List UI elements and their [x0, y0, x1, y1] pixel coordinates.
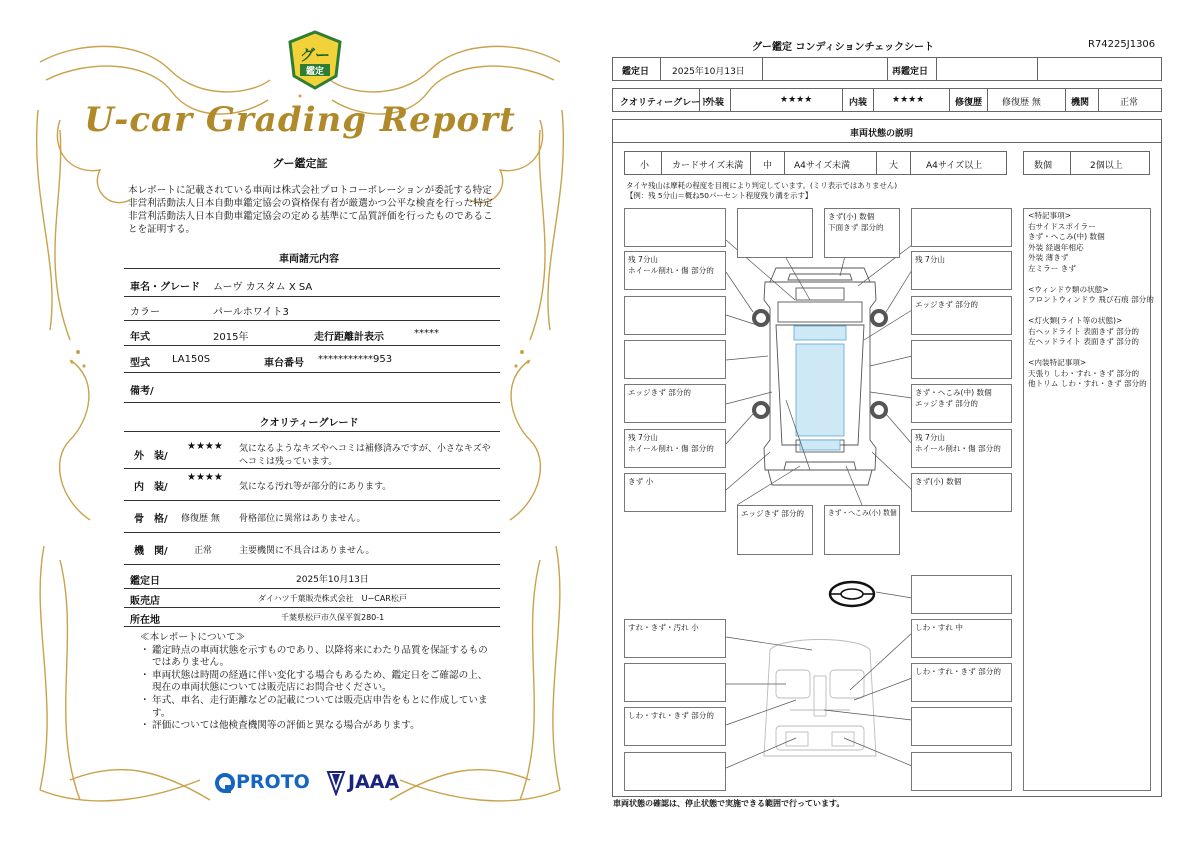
ann-int-left-1: すれ・きず・汚れ 小 — [628, 623, 699, 632]
ann-left-edge: エッジきず 部分的 — [628, 388, 692, 397]
date-label: 鑑定日 — [130, 576, 160, 587]
ann-right-rtire-2: ホイール削れ・傷 部分的 — [915, 444, 1001, 453]
ann-left-tire-2: ホイール削れ・傷 部分的 — [628, 266, 714, 275]
annotation-box — [624, 619, 726, 658]
ann-int-right-2: しわ・すれ・きず 部分的 — [915, 667, 1001, 676]
jaaa-logo-icon — [326, 770, 346, 800]
certificate-title: グー鑑定証 — [272, 157, 328, 170]
sheet-footnote: 車両状態の確認は、停止状態で実施できる範囲で行っています。 — [613, 799, 845, 808]
name-label: 車名・グレード — [130, 282, 200, 293]
annotation-box — [824, 505, 900, 555]
svg-text:鑑定: 鑑定 — [305, 67, 325, 77]
divider — [124, 268, 500, 269]
remark-line: 外装 薄きず — [1028, 253, 1069, 262]
remark-line: 右ヘッドライト 表面きず 部分的 — [1028, 326, 1139, 336]
size-s-desc: カードサイズ未満 — [672, 161, 744, 171]
ext-label: 外装 — [706, 98, 725, 108]
annotation-box — [624, 752, 726, 791]
dealer-label: 販売店 — [130, 596, 160, 607]
section-title: 車両状態の説明 — [850, 129, 914, 139]
engine-value: 正常 — [1120, 98, 1139, 108]
remark-line: 右サイドスポイラー — [1028, 221, 1096, 231]
size-l: 大 — [889, 161, 899, 171]
engine-value: 正常 — [194, 546, 213, 556]
ann-left-rtire-2: ホイール削れ・傷 部分的 — [628, 444, 714, 453]
grade-label: クオリティーグレード — [620, 98, 710, 108]
remark-line: 左ミラー きず — [1028, 263, 1076, 273]
divider — [124, 588, 500, 589]
remark-line: 天張り しわ・すれ・きず 部分的 — [1028, 368, 1140, 378]
annotation-box — [624, 296, 726, 335]
remark-line: <ウィンドウ類の状態> — [1028, 284, 1109, 294]
year-label: 年式 — [130, 332, 150, 343]
condition-check-sheet — [600, 0, 1200, 848]
divider — [124, 296, 500, 297]
annotation-box — [737, 505, 813, 555]
note-item: ・ 鑑定時点の車両状態を示すものであり、以降将来にわたり品質を保証するものではありません。 — [140, 645, 496, 670]
model-label: 型式 — [130, 358, 150, 369]
annotation-box — [911, 663, 1012, 702]
annotation-box — [911, 473, 1012, 512]
sheet-title: グー鑑定 コンディションチェックシート — [752, 42, 935, 53]
annotation-box — [911, 619, 1012, 658]
annotation-box — [624, 429, 726, 468]
ext-stars: ★★★★ — [780, 95, 813, 105]
size-m: 中 — [763, 161, 773, 171]
divider — [124, 607, 500, 608]
divider — [124, 345, 500, 346]
tire-note-2: 【例：残 5分山＝概ね50パーセント程度残り溝を示す】 — [626, 191, 813, 200]
ann-right-dent-2: エッジきず 部分的 — [915, 399, 979, 408]
quality-heading: クオリティーグレード — [259, 418, 359, 429]
ann-right-edge: エッジきず 部分的 — [915, 300, 979, 309]
address-label: 所在地 — [130, 615, 160, 626]
remark-line — [1028, 348, 1154, 359]
interior-stars: ★★★★ — [187, 472, 223, 483]
annotation-box — [911, 208, 1012, 247]
certificate-intro: 本レポートに記載されている車両は株式会社プロトコーポレーションが委託する特定非営利活動法人日本自動車鑑定協会の資格保有者が厳選かつ公平な検査を行った特定非営利活動法人日本自動車鑑定協会の定める基準にて品質評価を行ったものであることを証明する。 — [128, 185, 493, 235]
mileage-value: ***** — [414, 328, 439, 339]
report-notes — [140, 632, 496, 733]
repair-label: 修復歴 — [955, 98, 983, 108]
size-m-desc: A4サイズ未満 — [794, 161, 851, 171]
annotation-box — [911, 340, 1012, 379]
annotation-box — [911, 296, 1012, 335]
engine-label: 機 関/ — [134, 546, 168, 557]
frame-value: 修復歴 無 — [181, 514, 220, 524]
engine-text: 主要機関に不具合はありません。 — [239, 546, 375, 556]
color-value: パールホワイト3 — [213, 307, 289, 318]
model-value: LA150S — [172, 354, 211, 365]
ann-top-mid-1: きず(小) 数個 — [828, 212, 875, 221]
dealer-value: ダイハツ千葉販売株式会社 U−CAR松戸 — [258, 594, 407, 603]
annotation-box — [911, 752, 1012, 791]
ann-right-tire-1: 残 7分山 — [915, 255, 946, 264]
annotation-box — [624, 340, 726, 379]
sheet-date-value: 2025年10月13日 — [672, 67, 745, 77]
ann-left-small: きず 小 — [628, 477, 654, 486]
remark-line: 左ヘッドライト 表面きず 部分的 — [1028, 337, 1139, 346]
remark-line — [1028, 306, 1154, 317]
size-s: 小 — [640, 161, 650, 171]
note-item: ・ 評価については他検査機関等の評価と異なる場合があります。 — [140, 720, 496, 733]
remarks-box — [1023, 208, 1154, 791]
remark-line: フロントウィンドウ 飛び石痕 部分的 — [1028, 295, 1154, 304]
proto-logo-icon — [214, 772, 236, 798]
ann-int-right-1: しわ・すれ 中 — [915, 623, 963, 632]
ann-bottom-left: エッジきず 部分的 — [741, 509, 805, 518]
remark-line — [1028, 274, 1154, 285]
engine-label: 機関 — [1071, 98, 1090, 108]
spec-heading: 車両諸元内容 — [279, 254, 339, 265]
report-script-title: U-car Grading Report — [84, 100, 516, 140]
remark-line: 外装 経過年相応 — [1028, 242, 1084, 252]
ann-int-left-2: しわ・すれ・きず 部分的 — [628, 711, 714, 720]
int-label: 内装 — [849, 98, 868, 108]
year-value: 2015年 — [213, 332, 249, 343]
remark-line: 他トリム しわ・すれ・きず 部分的 — [1028, 379, 1147, 388]
annotation-box — [911, 707, 1012, 746]
note-item: ・ 年式、車名、走行距離などの記載については販売店申告をもとに作成しています。 — [140, 695, 496, 720]
ann-bottom-mid: きず・へこみ(小) 数個 — [828, 509, 897, 517]
ann-top-mid-2: 下面きず 部分的 — [828, 223, 884, 232]
size-l-desc: A4サイズ以上 — [926, 161, 983, 171]
exterior-label: 外 装/ — [134, 451, 168, 462]
count-label: 数個 — [1034, 161, 1053, 171]
divider — [124, 500, 500, 501]
remarks-list — [1028, 211, 1154, 390]
annotation-box — [624, 384, 726, 423]
divider — [124, 320, 500, 321]
chassis-label: 車台番号 — [264, 358, 304, 369]
divider — [124, 532, 500, 533]
annotation-box — [624, 251, 726, 290]
sheet-redate-label: 再鑑定日 — [892, 67, 929, 77]
divider — [124, 626, 500, 627]
jaaa-brand: JAAA — [348, 771, 400, 793]
divider — [124, 372, 500, 373]
exterior-text-2: ヘコミは残っています。 — [239, 457, 338, 467]
interior-label: 内 装/ — [134, 482, 168, 493]
remark-line: <特記事項> — [1028, 211, 1072, 220]
tire-note-1: タイヤ残山は摩耗の程度を目視により判定しています。(ミリ表示ではありません) — [626, 181, 898, 190]
date-value: 2025年10月13日 — [296, 575, 369, 585]
remark-line: <内装特記事項> — [1028, 358, 1087, 367]
name-value: ムーヴ カスタム X SA — [213, 282, 313, 293]
annotation-box — [624, 208, 726, 247]
repair-value: 修復歴 無 — [1002, 98, 1041, 108]
exterior-stars: ★★★★ — [187, 441, 223, 452]
annotation-box — [911, 251, 1012, 290]
remarks-label: 備考/ — [130, 386, 154, 397]
note-item: ・ 車両状態は時間の経過に伴い変化する場合もあるため、鑑定日をご確認の上、現在の車両状態については販売店にお問合せください。 — [140, 670, 496, 695]
ann-left-rtire-1: 残 7分山 — [628, 433, 659, 442]
ann-right-dent-1: きず・へこみ(中) 数個 — [915, 388, 992, 397]
annotation-box — [624, 473, 726, 512]
annotation-box — [737, 208, 813, 258]
address-value: 千葉県松戸市久保平賀280-1 — [281, 613, 385, 622]
ann-left-tire-1: 残 7分山 — [628, 255, 659, 264]
mileage-label: 走行距離計表示 — [314, 332, 384, 343]
sheet-code: R74225J1306 — [1088, 39, 1156, 50]
notes-title: ≪本レポートについて≫ — [140, 632, 246, 643]
divider — [124, 564, 500, 565]
color-label: カラー — [130, 307, 160, 318]
count-desc: 2個以上 — [1090, 161, 1123, 171]
exterior-text-1: 気になるようなキズやヘコミは補修済みですが、小さなキズや — [239, 444, 491, 454]
divider — [124, 431, 500, 432]
frame-label: 骨 格/ — [134, 514, 168, 525]
interior-text: 気になる汚れ等が部分的にあります。 — [239, 482, 392, 492]
remark-line: きず・へこみ(中) 数個 — [1028, 232, 1105, 241]
sheet-date-label: 鑑定日 — [622, 67, 650, 77]
proto-brand: PROTO — [236, 771, 310, 793]
annotation-box — [911, 575, 1012, 614]
annotation-box — [911, 429, 1012, 468]
ann-right-small: きず(小) 数個 — [915, 477, 962, 486]
annotation-box — [624, 663, 726, 702]
annotation-box — [911, 384, 1012, 423]
chassis-value: ***********953 — [318, 354, 393, 365]
annotation-box — [824, 208, 900, 258]
goo-kantei-logo — [286, 30, 344, 90]
divider — [124, 468, 500, 469]
svg-text:グー: グー — [299, 46, 331, 64]
annotation-box — [624, 707, 726, 746]
remark-line: <灯火類(ライト等の状態)> — [1028, 316, 1123, 325]
int-stars: ★★★★ — [892, 95, 925, 105]
frame-text: 骨格部位に異常はありません。 — [239, 514, 366, 524]
ann-right-rtire-1: 残 7分山 — [915, 433, 946, 442]
divider — [124, 402, 500, 403]
